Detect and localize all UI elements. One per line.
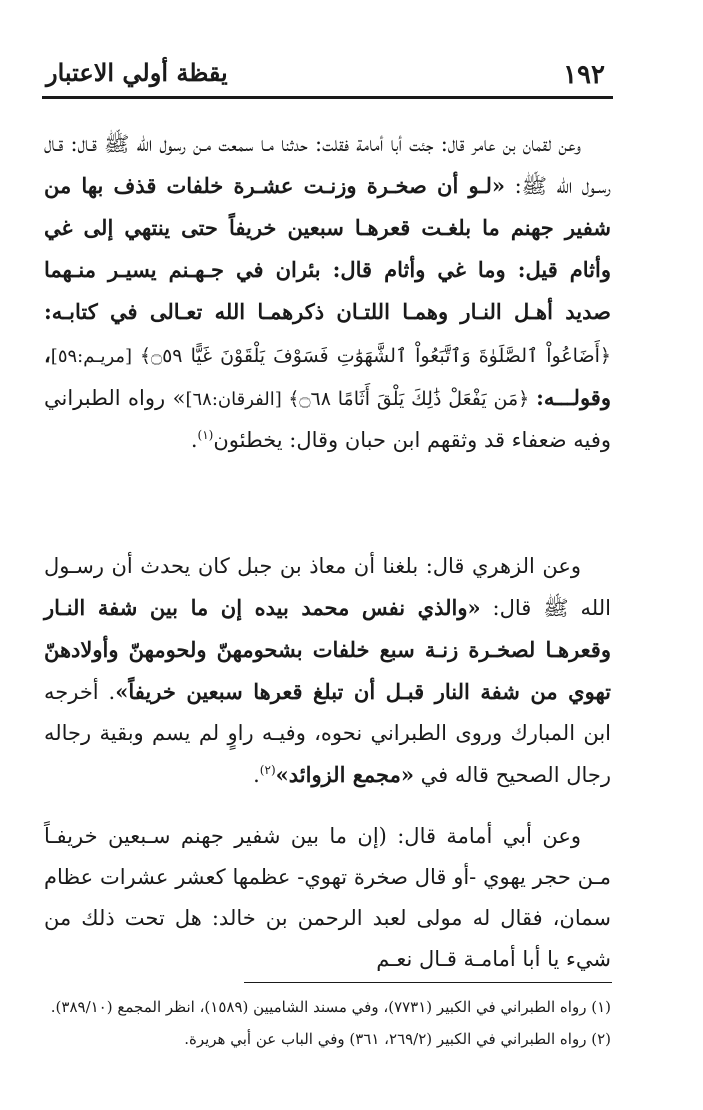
verse-reference-furqan: [الفرقان:٦٨]	[185, 389, 289, 410]
hadith-text: «والذي نفس محمد بيده إن ما بين شفة النـار وقعرهـا لصخـرة زنـة سبع خلفات بشحومهنّ ولحومهنّ وأولادهنّ تهوي من شفة النار قبـل أن تبلغ قعرها سبعين خريفاً»	[44, 595, 611, 704]
footnote-2: (٢) رواه الطبراني في الكبير (٢٦٩/٢، ٣٦١) وفي الباب عن أبي هريرة.	[184, 1030, 611, 1048]
page-number: ١٩٢	[563, 60, 605, 90]
narration-source: . أخرجه ابن المبارك وروى الطبراني نحوه، وفيـه راوٍ لم يسم وبقية رجاله رجال الصحيح قاله في	[44, 680, 611, 787]
footnote-divider	[244, 982, 612, 983]
quran-verse-furqan: ﴿مَن يَفْعَلْ ذَٰلِكَ يَلْقَ أَثَامًا ۝٦٨﴾	[288, 388, 537, 410]
narration-intro: وعن لقمان بن عامر قال: جئت أبا أمامة فقلت: حدثنا مـا سمعت مـن رسول الله ﷺ قـال: قـال رسـول الله ﷺ:	[44, 132, 611, 198]
sentence-end: .	[253, 763, 260, 787]
conjunction-text: ، وقولـــه:	[44, 342, 611, 410]
page-header	[42, 58, 613, 99]
book-reference: «مجمع الزوائد»	[275, 762, 414, 787]
footnote-marker-2: (٢)	[259, 763, 276, 777]
footnote-marker-1: (١)	[197, 428, 214, 442]
footnotes	[44, 991, 611, 1055]
sentence-end: .	[190, 428, 198, 452]
quran-verse-maryam: ﴿أَضَاعُواْ ٱلصَّلَوٰةَ وَٱتَّبَعُواْ ٱلشَّهَوَٰتِ فَسَوْفَ يَلْقَوْنَ غَيًّا ۝٥٩﴾	[139, 345, 611, 367]
book-title: يقظة أولي الاعتبار	[46, 58, 228, 87]
paragraph-abu-umama	[44, 816, 611, 980]
paragraph-zuhri-hadith	[44, 546, 611, 796]
narration-intro: وعن الزهري قال: بلغنا أن معاذ بن جبل كان يحدث أن رسـول الله ﷺ قال:	[44, 554, 611, 620]
footnote-1: (١) رواه الطبراني في الكبير (٧٧٣١)، وفي مسند الشاميين (١٥٨٩)، انظر المجمع (٣٨٩/١٠).	[50, 998, 611, 1016]
narration-source: » رواه الطبراني وفيه ضعفاء قد وثقهم ابن حبان وقال: يخطئون	[44, 386, 611, 452]
narration-text: وعن أبي أمامة قال: (إن ما بين شفير جهنم سـبعين خريفـاً مـن حجر يهوي -أو قال صخرة تهوي- عظمها كعشر عشرات عظام سمان، فقال له مولى لعبد الرحمن بن خالد: هل تحت ذلك من شيء يا أبا أمامـة قـال نعـم	[44, 824, 611, 971]
verse-reference-maryam: [مريـم:٥٩]	[50, 346, 140, 367]
hadith-text: «لـو أن صخـرة وزنـت عشـرة خلفات قذف بها من شفير جهنم ما بلغـت قعرهـا سبعين خريفاً حتى ينتهي إلى غي وأثام قيل: وما غي وأثام قال: بئران في جـهـنم يسيـر منـهما صديد أهـل النـار وهمـا اللتـان ذكرهمـا الله تعـالى في كتابـه:	[44, 173, 611, 324]
paragraph-luqman-hadith	[44, 124, 611, 461]
